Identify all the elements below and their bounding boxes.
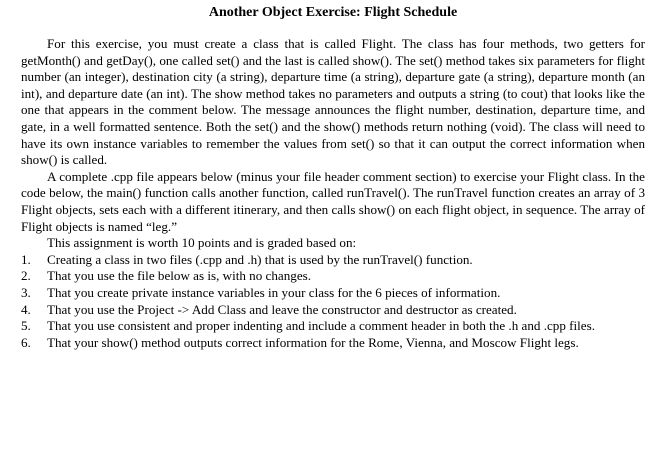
list-item-number: 6.: [21, 334, 31, 350]
list-item-number: 2.: [21, 268, 31, 284]
list-item-text: That you use consistent and proper indenting and include a comment header in both the .h and .cpp files.: [47, 318, 595, 334]
list-item-text: Creating a class in two files (.cpp and .h) that is used by the runTravel() function.: [47, 251, 473, 267]
intro-paragraph: For this exercise, you must create a class that is called Flight. The class has four methods, two getters for getMonth() and getDay(), one called set() and the last is called show(). The set() method takes six parameters for flight number (an integer), destination city (a string), departure time (a string), departure gate (a string), departure month (an int), and departure date (an int). The show method takes no parameters and outputs a string (to cout) that looks like the one that appears in the comment below. The message announces the flight number, destination, departure time, and gate, in a well formatted sentence. Both the set() and the show() methods return nothing (void). The class will need to have its own instance variables to remember the values from set() so that it can output the correct information when show() is called.: [21, 36, 645, 168]
list-item-number: 1.: [21, 251, 31, 267]
list-item: [21, 252, 645, 269]
list-item: [21, 335, 645, 352]
list-item: [21, 285, 645, 302]
list-item-text: That you use the file below as is, with no changes.: [47, 268, 311, 284]
list-item-number: 5.: [21, 318, 31, 334]
list-item: [21, 268, 645, 285]
list-item-text: That you create private instance variables in your class for the 6 pieces of information.: [47, 284, 501, 300]
grading-intro: This assignment is worth 10 points and is graded based on:: [47, 235, 357, 251]
list-item-number: 3.: [21, 284, 31, 300]
list-item: [21, 302, 645, 319]
code-description-paragraph: A complete .cpp file appears below (minus your file header comment section) to exercise your Flight class. In the code below, the main() function calls another function, called runTravel(). The runTravel function creates an array of 3 Flight objects, sets each with a different itinerary, and then calls show() on each flight object, in sequence. The array of Flight objects is named “leg.”: [21, 168, 645, 234]
list-item: [21, 318, 645, 335]
list-item-text: That you use the Project -> Add Class and leave the constructor and destructor as created.: [47, 301, 517, 317]
list-item-number: 4.: [21, 301, 31, 317]
document-title: Another Object Exercise: Flight Schedule: [208, 5, 458, 20]
list-item-text: That your show() method outputs correct information for the Rome, Vienna, and Moscow Flight legs.: [47, 334, 579, 350]
requirements-list: [21, 252, 645, 352]
